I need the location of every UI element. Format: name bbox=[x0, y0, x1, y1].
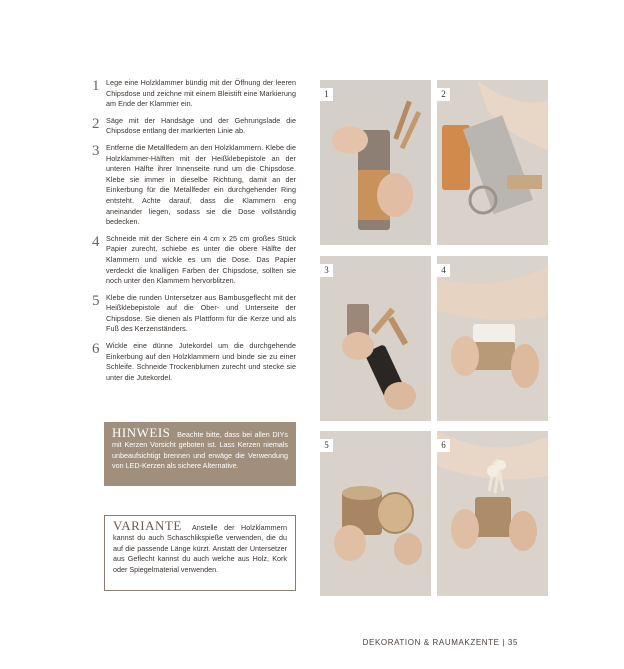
step-6 bbox=[92, 341, 296, 383]
step-2 bbox=[92, 116, 296, 137]
photo-step-5 bbox=[320, 431, 431, 596]
step-text: Klebe die runden Untersetzer aus Bambusgeflecht mit der Heißklebepistole auf die Ober- und Unterseite der Chipsdose. Sie dienen als Plattform für die Kerze und als Fuß des Kerzenständers. bbox=[106, 292, 296, 334]
step-5 bbox=[92, 293, 296, 335]
step-text: Entferne die Metallfedern an den Holzklammern. Klebe die Holzklammer-Hälften mit der Heißklebepistole an der unteren Hälfte ihrer Innenseite rund um die Chipsdose. Klebe sie immer in dieselbe Richtung, damit an der Einkerbung für die Metallfeder ein durchgehender Ring entsteht. Achte darauf, dass die Klammern eng aneinander liegen, sodass sie die Dose vollständig bedecken. bbox=[106, 142, 296, 227]
hinweis-box bbox=[104, 422, 296, 486]
step-text: Wickle eine dünne Jutekordel um die durchgehende Einkerbung auf den Holzklammern und binde sie zu einer Schleife. Schneide Trockenblumen zurecht und stecke sie unter die Jutekordel. bbox=[106, 341, 296, 382]
hinweis-title: HINWEIS bbox=[112, 425, 171, 440]
photo-step-6 bbox=[437, 431, 548, 596]
photo-step-4 bbox=[437, 256, 548, 421]
step-number: 4 bbox=[92, 233, 100, 250]
step-number: 1 bbox=[92, 78, 100, 94]
step-number: 3 bbox=[92, 142, 100, 159]
instruction-steps bbox=[92, 78, 296, 389]
page-footer: DEKORATION & RAUMAKZENTE | 35 bbox=[362, 638, 518, 647]
variante-box bbox=[104, 515, 296, 591]
photo-number: 2 bbox=[437, 88, 450, 101]
step-number: 5 bbox=[92, 292, 100, 309]
step-3 bbox=[92, 143, 296, 228]
photo-number: 6 bbox=[437, 439, 450, 452]
photo-number: 1 bbox=[320, 88, 333, 101]
hinweis-text: Beachte bitte, dass bei allen DIYs mit Kerzen Vorsicht geboten ist. Lass Kerzen niemals unbeaufsichtigt brennen und erwäge die Verwendung von LED-Kerzen als sichere Alternative. bbox=[112, 430, 288, 471]
step-text: Schneide mit der Schere ein 4 cm x 25 cm großes Stück Papier zurecht, schiebe es unter die obere Hälfte der Klammern und wickle es um die Dose. Das Papier verdeckt die knalligen Farben der Chipsdose, sollten sie noch unter den Klammern hervorblitzen. bbox=[106, 233, 296, 286]
step-1 bbox=[92, 78, 296, 110]
photo-step-3 bbox=[320, 256, 431, 421]
photo-step-2 bbox=[437, 80, 548, 245]
photo-number: 4 bbox=[437, 264, 450, 277]
step-text: Lege eine Holzklammer bündig mit der Öffnung der leeren Chipsdose und zeichne mit einem Bleistift eine Markierung am Ende der Klammer ein. bbox=[106, 78, 296, 109]
photo-step-1 bbox=[320, 80, 431, 245]
step-number: 2 bbox=[92, 115, 100, 132]
photo-number: 3 bbox=[320, 264, 333, 277]
variante-text: Anstelle der Holzklammern kannst du auch Schaschlikspieße verwenden, die du auf die passende Länge kürzt. Anstatt der Untersetzer aus Geflecht kannst du auch welche aus Holz, Kork oder Spiegelmaterial verwenden. bbox=[113, 523, 287, 574]
photo-number: 5 bbox=[320, 439, 333, 452]
step-text: Säge mit der Handsäge und der Gehrungslade die Chipsdose entlang der markierten Linie ab. bbox=[106, 115, 296, 136]
step-number: 6 bbox=[92, 341, 100, 358]
variante-title: VARIANTE bbox=[113, 518, 182, 533]
step-4 bbox=[92, 234, 296, 287]
